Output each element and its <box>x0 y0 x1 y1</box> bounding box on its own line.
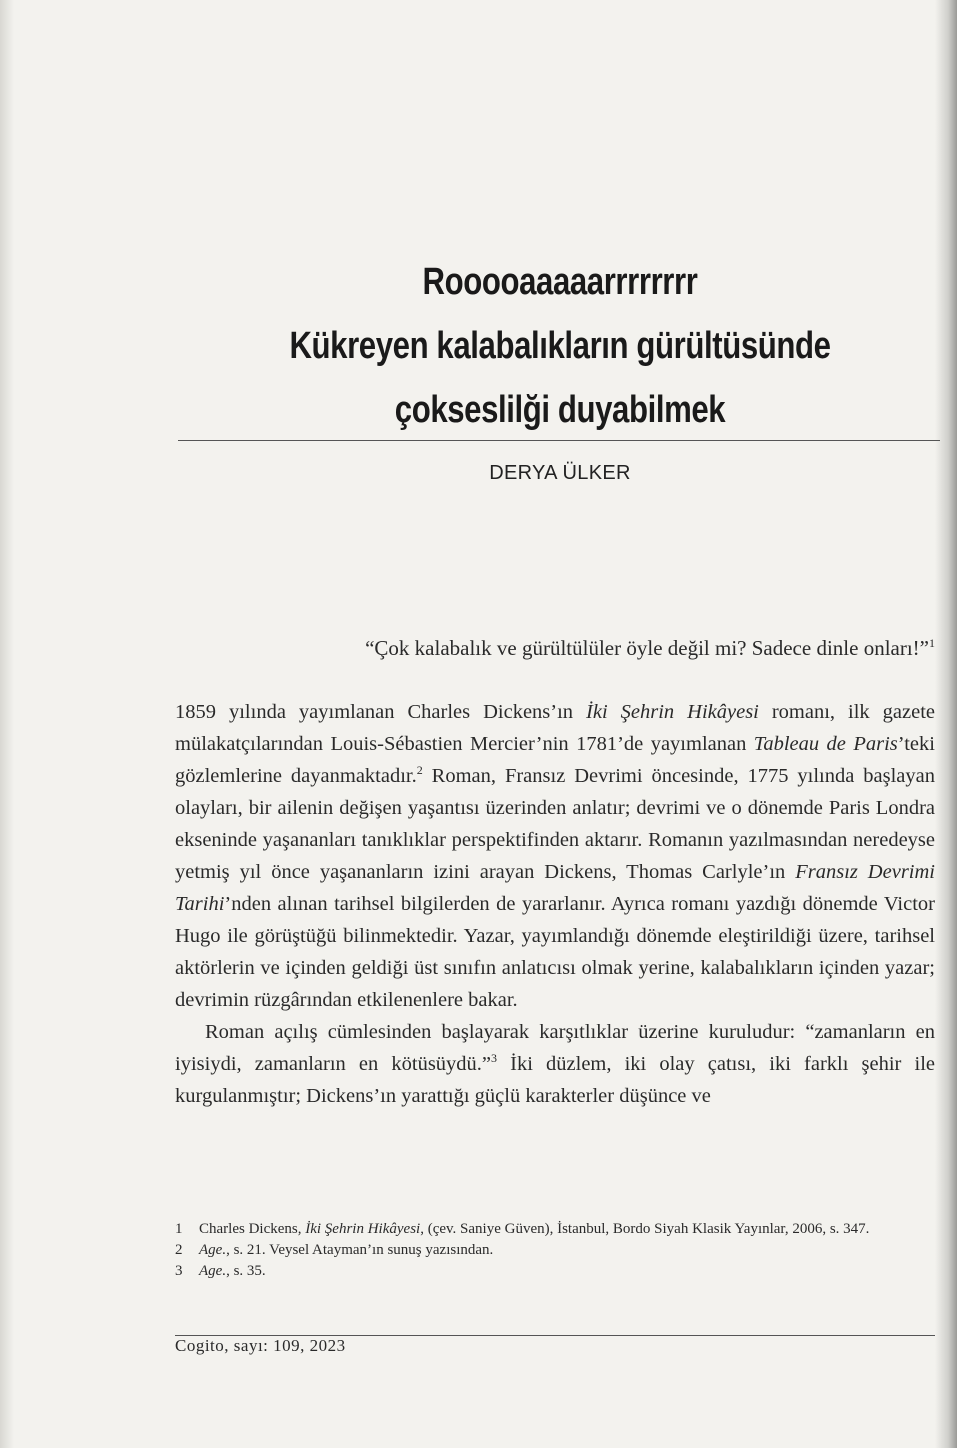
text-run: , s. 21. Veysel Atayman’ın sunuş yazısından. <box>226 1242 494 1258</box>
page-footer: Cogito, sayı: 109, 2023 <box>175 1336 346 1355</box>
book-title: İki Şehrin Hikâyesi <box>305 1221 421 1237</box>
footnote-ref-2: 2 <box>416 763 423 778</box>
footnote-text <box>199 1240 935 1261</box>
author-name: DERYA ÜLKER <box>489 462 631 484</box>
title-line-3: çokseslilği duyabilmek <box>394 389 726 431</box>
paragraph-1 <box>175 696 935 1016</box>
footnote-3 <box>175 1261 935 1282</box>
text-run: , s. 35. <box>226 1263 266 1279</box>
paragraph-2 <box>175 1016 935 1112</box>
book-title: Fransız Devrimi Tarihi <box>175 861 935 915</box>
text-run: , (çev. Saniye Güven), İstanbul, Bordo Siyah Klasik Yayınlar, 2006, s. 347. <box>420 1221 870 1237</box>
text-run: ’teki gözlemlerine dayanmaktadır. <box>175 733 935 787</box>
article-title <box>175 250 945 442</box>
page-edge-left <box>0 0 14 1448</box>
footnote-text <box>199 1261 935 1282</box>
text-run: Roman, Fransız Devrimi öncesinde, 1775 yılında başlayan olayları, bir ailenin değişen yaşantısı üzerinden anlatır; devrimi ve o dönemde Paris Londra ekseninde yaşananları tanıklıklar perspektifinden aktarır. Romanın yazılmasından neredeyse yetmiş yıl önce yaşananların izini arayan Dickens, Thomas Carlyle’ın <box>175 765 936 883</box>
article-body <box>175 696 935 1112</box>
text-run: ’nden alınan tarihsel bilgilerden de yararlanır. Ayrıca romanı yazdığı dönemde Victor Hugo ile görüştüğü bilinmektedir. Yazar, yayımlandığı dönemde eleştirildiği üzere, tarihsel aktörlerin ve içinden geldiği üst sınıfın anlatıcısı olmak yerine, kalabalıkların içinden yazar; devrimin rüzgârından etkilenenlere bakar. <box>175 893 935 1011</box>
footnote-number: 3 <box>175 1263 183 1279</box>
footnote-text <box>199 1219 935 1240</box>
title-line-2: Kükreyen kalabalıkların gürültüsünde <box>289 325 831 367</box>
page-edge-right <box>935 0 957 1448</box>
footnotes <box>175 1219 935 1282</box>
text-run: romanı, ilk gazete mülakatçılarından Louis-Sébastien Mercier’nin 1781’de yayımlanan <box>175 701 935 755</box>
epigraph <box>200 636 935 661</box>
footnote-1 <box>175 1219 935 1240</box>
title-divider <box>178 440 940 441</box>
footnote-number: 2 <box>175 1242 183 1258</box>
text-run: 1859 yılında yayımlanan Charles Dickens’ın <box>175 701 587 723</box>
footnote-number: 1 <box>175 1221 183 1237</box>
abbreviation: Age. <box>199 1263 227 1279</box>
text-run: İki düzlem, iki olay çatısı, iki farklı şehir ile kurgulanmıştır; Dickens’ın yarattığı güçlü karakterler düşünce ve <box>175 1053 935 1107</box>
text-run: Charles Dickens, <box>199 1221 306 1237</box>
book-title: Tableau de Paris <box>753 733 898 755</box>
title-line-1: Rooooaaaaarrrrrrrr <box>422 261 698 303</box>
footnote-ref-3: 3 <box>491 1051 498 1066</box>
text-run: Roman açılış cümlesinden başlayarak karşıtlıklar üzerine kuruludur: “zamanların en iyisiydi, zamanların en kötüsüydü.” <box>175 1021 935 1075</box>
epigraph-text: “Çok kalabalık ve gürültülüler öyle değil mi? Sadece dinle onları!” <box>365 636 929 660</box>
footnote-2 <box>175 1240 935 1261</box>
footnote-ref-1: 1 <box>929 636 935 650</box>
abbreviation: Age. <box>199 1242 227 1258</box>
book-title: İki Şehrin Hikâyesi <box>586 701 759 723</box>
